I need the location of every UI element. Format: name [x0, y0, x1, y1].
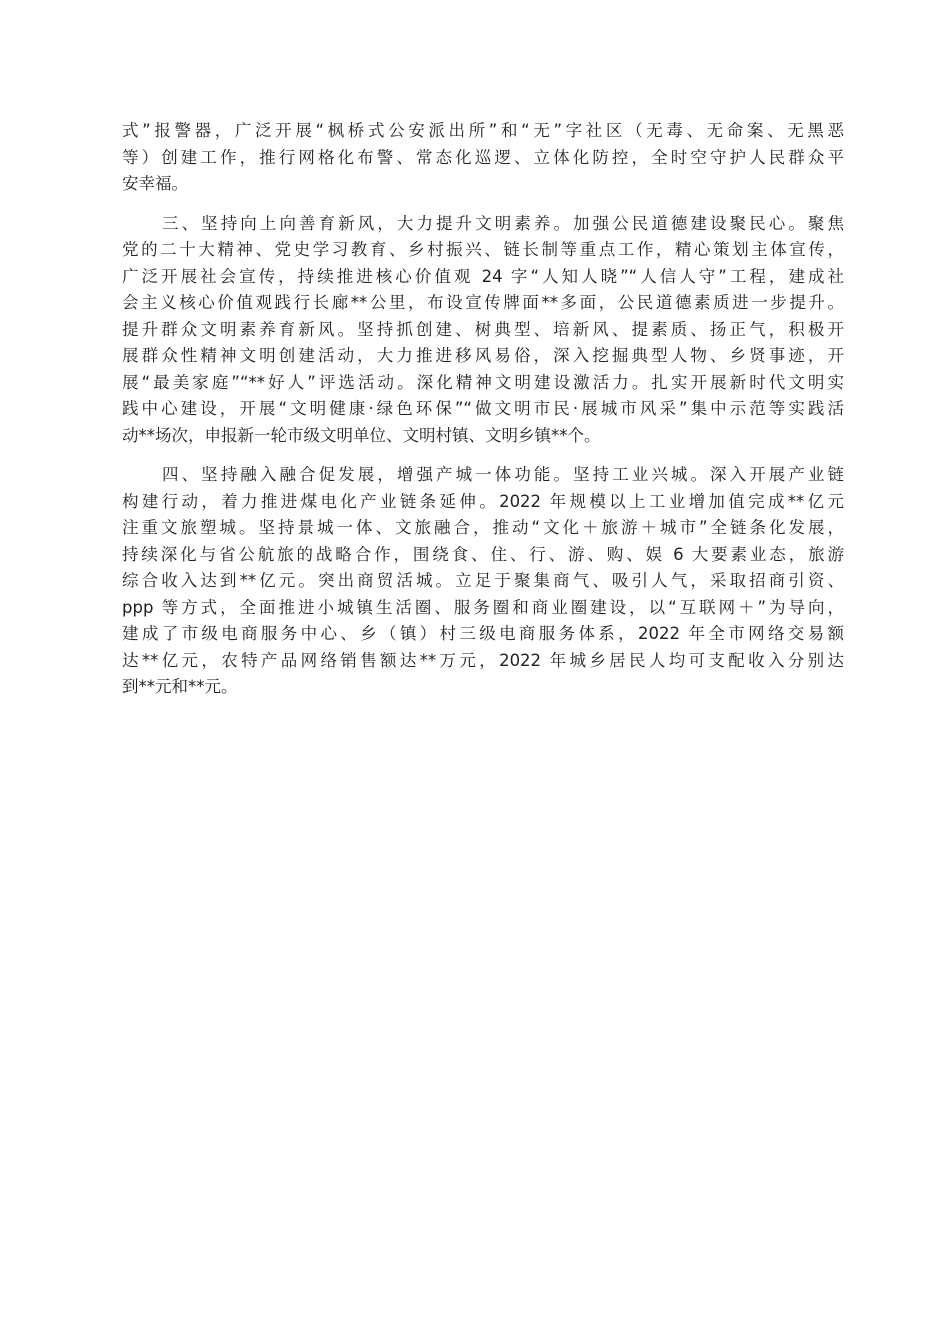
- text-line: 践中心建设，开展“文明健康·绿色环保”“做文明市民·展城市风采”集中示范等实践活: [122, 399, 844, 418]
- text-line: 展“最美家庭”“**好人”评选活动。深化精神文明建设激活力。扎实开展新时代文明实: [122, 372, 844, 392]
- text-line: 到**元和**元。: [122, 677, 238, 696]
- text-line: 提升群众文明素养育新风。坚持抓创建、树典型、培新风、提素质、扬正气，积极开: [122, 319, 844, 339]
- paragraph-civilization: [122, 211, 844, 450]
- text-line: ppp 等方式，全面推进小城镇生活圈、服务圈和商业圈建设，以“互联网＋”为导向，: [122, 597, 844, 617]
- text-line: 持续深化与省公航旅的战略合作，围绕食、住、行、游、购、娱 6 大要素业态，旅游: [122, 544, 844, 564]
- paragraph-development: [122, 462, 844, 701]
- text-line: 注重文旅塑城。坚持景城一体、文旅融合，推动“文化＋旅游＋城市”全链条化发展，: [122, 518, 844, 537]
- text-line: 党的二十大精神、党史学习教育、乡村振兴、链长制等重点工作，精心策划主体宣传，: [122, 240, 844, 259]
- text-line: 安幸福。: [122, 174, 188, 193]
- text-line: 综合收入达到**亿元。突出商贸活城。立足于聚集商气、吸引人气，采取招商引资、: [122, 571, 844, 590]
- text-line: 式”报警器，广泛开展“枫桥式公安派出所”和“无”字社区（无毒、无命案、无黑恶: [122, 121, 844, 140]
- text-line: 达**亿元，农特产品网络销售额达**万元，2022 年城乡居民人均可支配收入分别达: [122, 650, 844, 670]
- text-line: 会主义核心价值观践行长廊**公里，布设宣传牌面**多面，公民道德素质进一步提升。: [122, 293, 844, 312]
- document-body: [122, 118, 844, 714]
- text-line: 三、坚持向上向善育新风，大力提升文明素养。加强公民道德建设聚民心。聚焦: [162, 213, 844, 233]
- text-line: 广泛开展社会宣传，持续推进核心价值观 24 字“人知人晓”“人信人守”工程，建成社: [122, 266, 844, 286]
- text-line: 动**场次，申报新一轮市级文明单位、文明村镇、文明乡镇**个。: [122, 425, 601, 445]
- text-line: 构建行动，着力推进煤电化产业链条延伸。2022 年规模以上工业增加值完成**亿元: [122, 491, 844, 511]
- text-line: 四、坚持融入融合促发展，增强产城一体功能。坚持工业兴城。深入开展产业链: [162, 465, 844, 484]
- text-line: 等）创建工作，推行网格化布警、常态化巡逻、立体化防控，全时空守护人民群众平: [122, 147, 844, 167]
- paragraph-public-security: [122, 118, 844, 198]
- text-line: 展群众性精神文明创建活动，大力推进移风易俗，深入挖掘典型人物、乡贤事迹，开: [122, 346, 844, 365]
- text-line: 建成了市级电商服务中心、乡（镇）村三级电商服务体系，2022 年全市网络交易额: [122, 624, 844, 643]
